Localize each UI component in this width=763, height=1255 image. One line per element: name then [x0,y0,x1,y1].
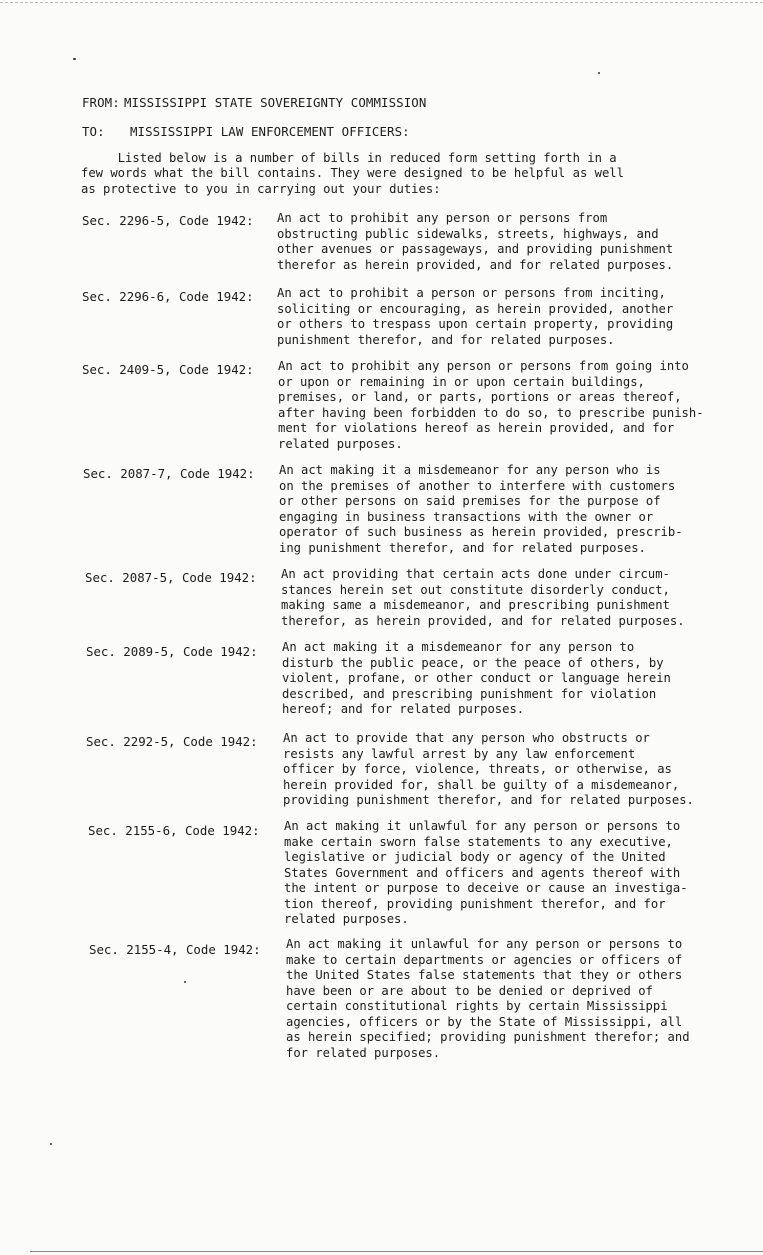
section-citation: Sec. 2087-5, Code 1942: [85,570,257,585]
to-label: TO: [82,124,105,139]
section-citation: Sec. 2155-6, Code 1942: [88,823,260,838]
section-citation: Sec. 2087-7, Code 1942: [83,466,255,481]
from-value: MISSISSIPPI STATE SOVEREIGNTY COMMISSION [124,95,427,110]
to-value: MISSISSIPPI LAW ENFORCEMENT OFFICERS: [130,124,410,139]
ink-speck [598,72,600,74]
bill-description: An act to provide that any person who obstructs or resists any lawful arrest by any law enforcement officer by force, violence, threats, or otherwise, as herein provided for, shall be guilty of a misdemeanor, providing punishment therefor, and for related purposes. [283,731,694,807]
ink-speck [50,1143,52,1145]
section-citation: Sec. 2089-5, Code 1942: [86,644,258,659]
bill-description: An act to prohibit any person or persons from obstructing public sidewalks, streets, highways, and other avenues or passageways, and providing punishment therefor as herein provided, and for related purposes. [277,211,674,272]
bottom-edge-line [30,1251,763,1252]
section-citation: Sec. 2155-4, Code 1942: [89,942,261,957]
bill-description: An act making it a misdemeanor for any person to disturb the public peace, or the peace of others, by violent, profane, or other conduct or language herein described, and prescribing punishment for violation hereof; and for related purposes. [282,640,671,716]
bill-description: An act making it a misdemeanor for any person who is on the premises of another to interfere with customers or other persons on said premises for the purpose of engaging in business transactions with the owner or operator of such business as herein provided, prescrib- ing punishment therefor, and for related purposes. [279,463,683,555]
intro-paragraph: Listed below is a number of bills in reduced form setting forth in a few words what the bill contains. They were designed to be helpful as well as protective to you in carrying out your duties: [81,151,624,196]
section-citation: Sec. 2296-5, Code 1942: [82,213,254,228]
bill-description: An act making it unlawful for any person or persons to make to certain departments or agencies or officers of the United States false statements that they or others have been or are about to be denied or deprived of certain constitutional rights by certain Mississippi agencies, officers or by the State of Mississippi, all as herein specified; providing punishment therefor; and for related purposes. [286,937,690,1060]
top-edge-dashes [0,2,763,3]
ink-speck [184,981,186,983]
bill-description: An act making it unlawful for any person or persons to make certain sworn false statements to any executive, legislative or judicial body or agency of the United States Government and officers and agents thereof with the intent or purpose to deceive or cause an investiga- tion thereof, providing punishment therefor, and for related purposes. [284,819,688,926]
section-citation: Sec. 2409-5, Code 1942: [82,362,254,377]
ink-speck [73,58,76,60]
bill-description: An act to prohibit any person or persons from going into or upon or remaining in or upon certain buildings, premises, or land, or parts, portions or areas thereof, after having been forbidden to do so, to prescribe punish- ment for violations hereof as herein provided, and for related purposes. [278,359,704,451]
from-line [82,95,426,110]
bill-description: An act providing that certain acts done under circum- stances herein set out constitute disorderly conduct, making same a misdemeanor, and prescribing punishment therefor, as herein provided, and for related purposes. [281,567,685,628]
from-label: FROM: [82,95,120,110]
to-line [82,124,410,139]
section-citation: Sec. 2292-5, Code 1942: [86,734,258,749]
bill-description: An act to prohibit a person or persons from inciting, soliciting or encouraging, as herein provided, another or others to trespass upon certain property, providing punishment therefor, and for related purposes. [277,286,674,347]
section-citation: Sec. 2296-6, Code 1942: [82,289,254,304]
